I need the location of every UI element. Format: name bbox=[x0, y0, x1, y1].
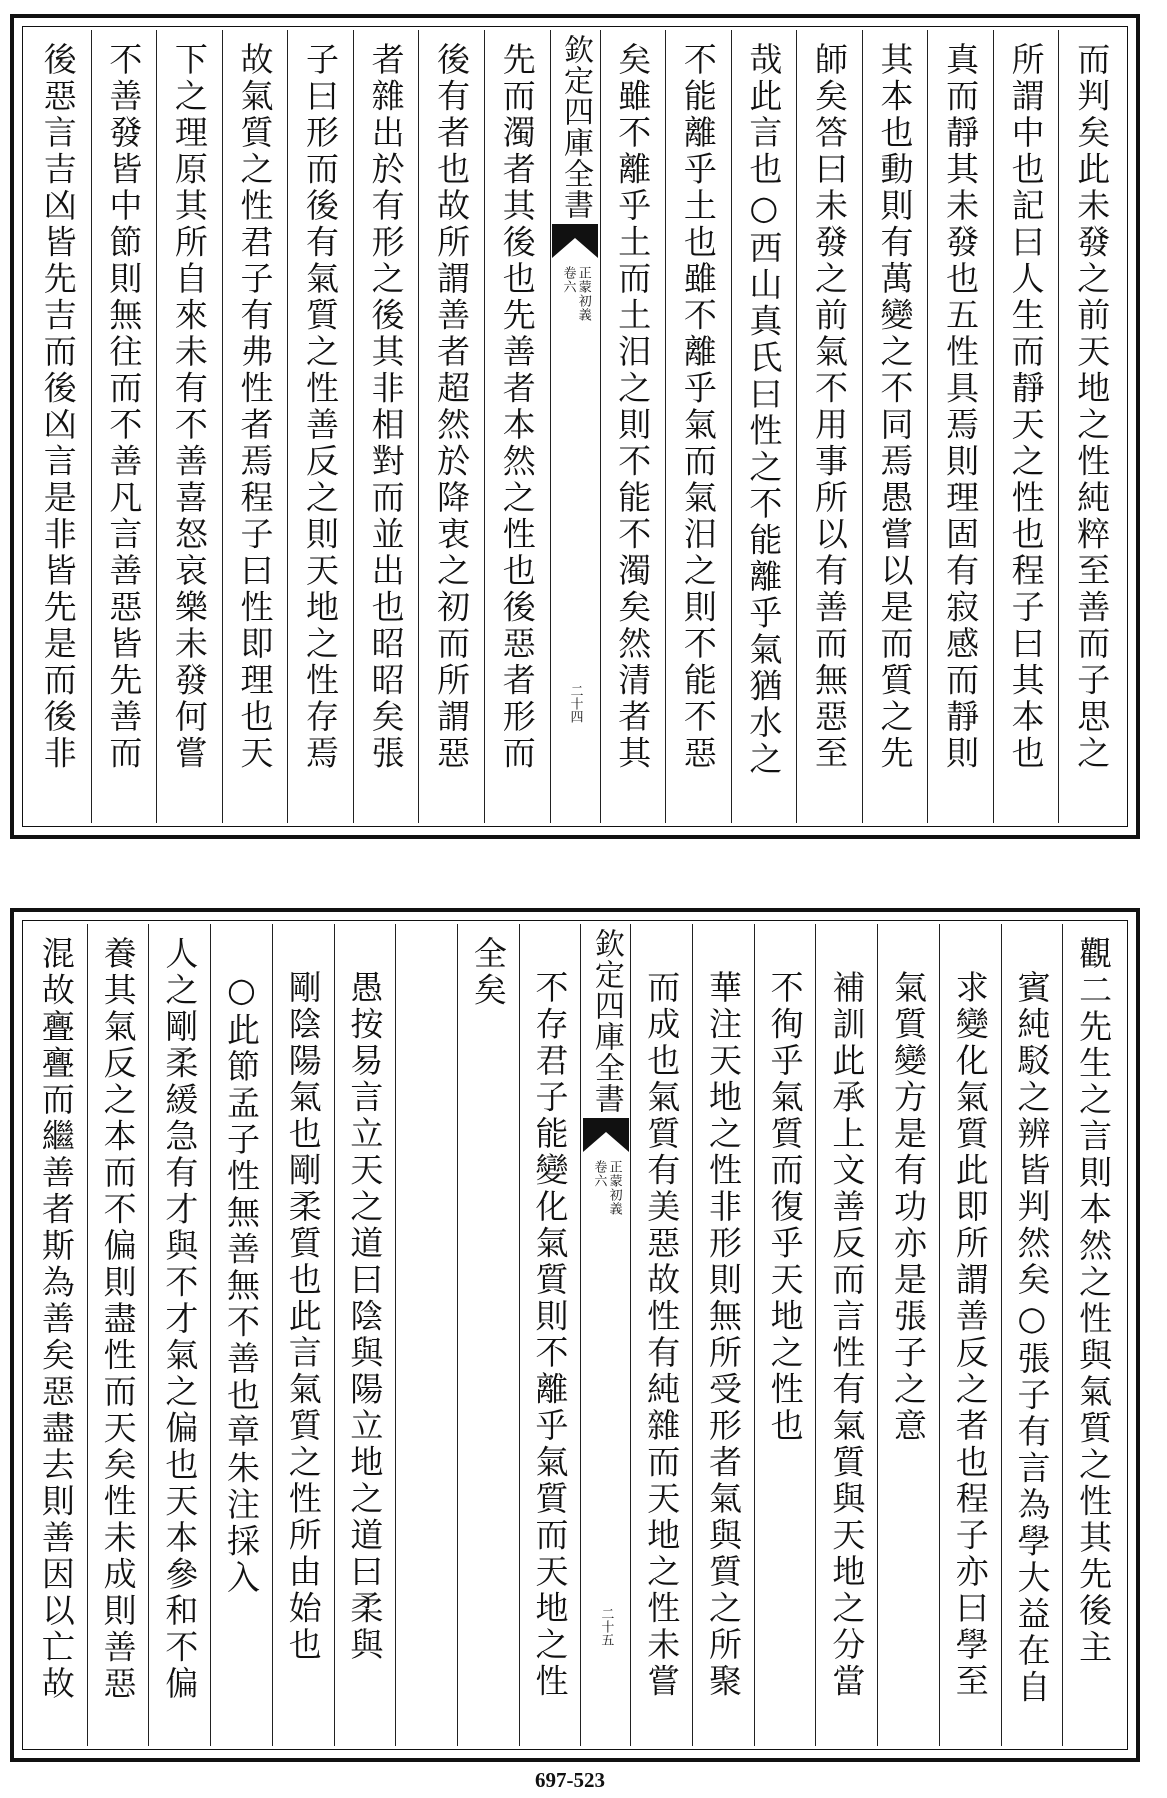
text-column: 華注天地之性非形則無所受形者氣與質之所聚 bbox=[693, 924, 755, 1746]
folio-number: 二十四 bbox=[567, 684, 583, 723]
bottom-page-columns bbox=[26, 924, 1124, 1746]
text-column: 補訓此承上文善反而言性有氣質與天地之分當 bbox=[816, 924, 878, 1746]
fish-tail-mark-icon bbox=[552, 224, 598, 258]
center-margin bbox=[581, 924, 631, 1746]
text-column: 養其氣反之本而不偏則盡性而天矣性未成則善惡 bbox=[88, 924, 150, 1746]
text-column: 後有者也故所謂善者超然於降衷之初而所謂惡 bbox=[419, 30, 485, 823]
text-column: 先而濁者其後也先善者本然之性也後惡者形而 bbox=[485, 30, 551, 823]
juan-number: 卷六 bbox=[591, 1160, 607, 1188]
text-column: 不善發皆中節則無往而不善凡言善惡皆先善而 bbox=[92, 30, 158, 823]
text-column: 者雜出於有形之後其非相對而並出也昭昭矣張 bbox=[354, 30, 420, 823]
text-column: 故氣質之性君子有弗性者焉程子曰性即理也天 bbox=[223, 30, 289, 823]
text-column: 子曰形而後有氣質之性善反之則天地之性存焉 bbox=[288, 30, 354, 823]
fish-tail-mark-icon bbox=[583, 1118, 629, 1152]
folio-number: 二十五 bbox=[598, 1607, 614, 1646]
page-number: 697-523 bbox=[535, 1768, 605, 1792]
text-column: 不徇乎氣質而復乎天地之性也 bbox=[755, 924, 817, 1746]
text-column: 真而靜其未發也五性具焉則理固有寂感而靜則 bbox=[928, 30, 994, 823]
text-column: 不能離乎土也雖不離乎氣而氣汨之則不能不惡 bbox=[666, 30, 732, 823]
text-column: 不存君子能變化氣質則不離乎氣質而天地之性 bbox=[520, 924, 582, 1746]
text-column: 所謂中也記曰人生而靜天之性也程子曰其本也 bbox=[994, 30, 1060, 823]
text-column: 師矣答曰未發之前氣不用事所以有善而無惡至 bbox=[797, 30, 863, 823]
text-column: 愚按易言立天之道曰陰與陽立地之道曰柔與 bbox=[335, 924, 397, 1746]
top-page-columns bbox=[26, 30, 1124, 823]
text-column: 矣雖不離乎土而土汨之則不能不濁矣然清者其 bbox=[601, 30, 667, 823]
blank-column bbox=[396, 924, 458, 1746]
library-title: 欽定四庫全書 bbox=[558, 34, 593, 220]
center-margin bbox=[551, 30, 601, 823]
text-column: 而判矣此未發之前天地之性純粹至善而子思之 bbox=[1072, 42, 1112, 772]
book-meta bbox=[560, 266, 590, 322]
book-meta bbox=[591, 1160, 621, 1216]
book-title: 正蒙初義 bbox=[575, 266, 591, 322]
text-column: 剛陰陽氣也剛柔質也此言氣質之性所由始也 bbox=[273, 924, 335, 1746]
text-column: 人之剛柔緩急有才與不才氣之偏也天本參和不偏 bbox=[149, 924, 211, 1746]
text-column: 氣質變方是有功亦是張子之意 bbox=[878, 924, 940, 1746]
text-column: 觀二先生之言則本然之性與氣質之性其先後主 bbox=[1074, 936, 1114, 1666]
text-column: 賓純駁之辨皆判然矣○張子有言為學大益在自 bbox=[1002, 924, 1064, 1746]
book-title: 正蒙初義 bbox=[606, 1160, 622, 1216]
juan-number: 卷六 bbox=[560, 266, 576, 294]
top-page bbox=[10, 14, 1140, 839]
text-column: 全矣 bbox=[458, 924, 520, 1746]
bottom-page bbox=[10, 908, 1140, 1762]
text-column: 而成也氣質有美惡故性有純雜而天地之性未嘗 bbox=[631, 924, 693, 1746]
text-column: ○此節孟子性無善無不善也章朱注採入 bbox=[211, 924, 273, 1746]
library-title: 欽定四庫全書 bbox=[588, 928, 624, 1114]
text-column: 後惡言吉凶皆先吉而後凶言是非皆先是而後非 bbox=[26, 30, 92, 823]
text-column: 求變化氣質此即所謂善反之者也程子亦曰學至 bbox=[940, 924, 1002, 1746]
text-column: 混故亹亹而繼善者斯為善矣惡盡去則善因以亡故 bbox=[26, 924, 88, 1746]
text-column: 下之理原其所自來未有不善喜怒哀樂未發何嘗 bbox=[157, 30, 223, 823]
text-column: 哉此言也○西山真氏曰性之不能離乎氣猶水之 bbox=[732, 30, 798, 823]
text-column: 其本也動則有萬變之不同焉愚嘗以是而質之先 bbox=[863, 30, 929, 823]
